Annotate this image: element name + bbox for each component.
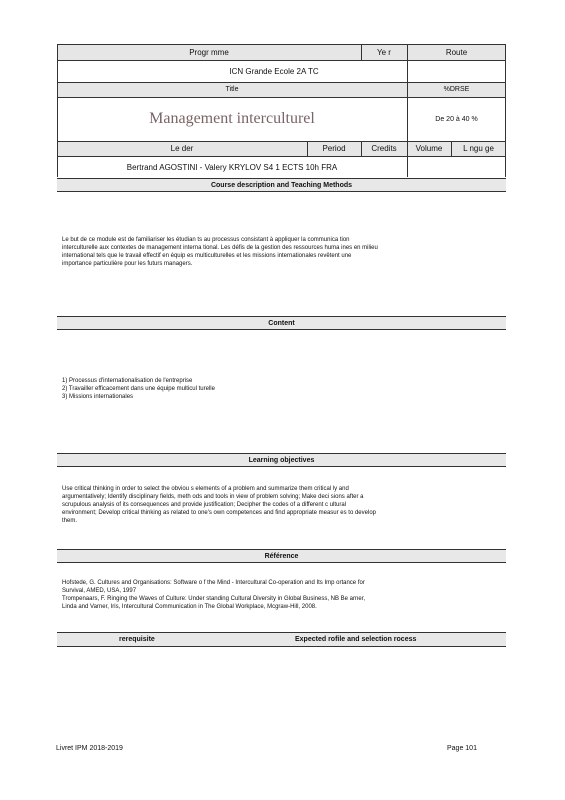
description-line: international tels que le travail effectif en équip es multiculturelles et les missions internationales revêtent une <box>62 253 352 259</box>
footer-left: Livret IPM 2018-2019 <box>56 745 123 752</box>
course-title: Management interculturel <box>149 110 315 127</box>
objectives-line: them. <box>62 518 78 524</box>
percent-value-cell <box>407 97 506 141</box>
leader-label-cell <box>57 141 307 156</box>
table-divider <box>307 141 308 156</box>
reference-paragraph <box>62 579 498 611</box>
objectives-paragraph <box>62 485 498 525</box>
table-border-left <box>57 44 58 177</box>
program-value: ICN Grande Ecole 2A TC <box>229 66 319 76</box>
table-divider <box>451 141 452 156</box>
volume-label-cell <box>407 141 451 156</box>
leader-value: Bertrand AGOSTINI - Valery KRYLOV S4 1 ECTS 10h FRA <box>126 162 338 172</box>
leader-label: Le der <box>170 144 194 153</box>
description-paragraph <box>62 236 498 268</box>
credits-label-cell <box>361 141 407 156</box>
content-item: 1) Processus d'internationalisation de l'entreprise <box>62 378 193 384</box>
description-line: Le but de ce module est de familiariser les étudian ts au processus consistant à appliquer la communica tion <box>62 237 350 243</box>
objectives-line: argumentatively; Identify disciplinary fields, meth ods and tools in view of problem solving; Make deci sions after a <box>62 494 364 500</box>
description-line: interculturelle aux contextes de management interna tional. Les défis de la gestion des ressources huma ines en milieu <box>62 245 378 251</box>
table-divider <box>407 44 408 177</box>
description-heading-text: Course description and Teaching Methods <box>210 181 353 189</box>
objectives-line: environment; Develop critical thinking as related to one's own competences and find appropriate measur es to develop <box>62 510 376 516</box>
percent-label-cell <box>407 82 506 97</box>
route-label-cell <box>407 44 506 60</box>
year-label-cell <box>361 44 407 60</box>
table-rule <box>57 141 506 142</box>
route-label: Route <box>445 47 468 57</box>
percent-value: De 20 à 40 % <box>435 115 478 123</box>
prereq-heading: rerequisite <box>119 636 155 643</box>
content-item: 3) Missions internationales <box>62 394 134 400</box>
language-label-cell <box>451 141 506 156</box>
credits-label: Credits <box>371 144 397 153</box>
course-title-cell <box>57 97 407 141</box>
content-item: 2) Travailler efficacement dans une équipe multicul turelle <box>62 386 215 392</box>
prereq-heading-row <box>57 632 506 647</box>
content-heading-text: Content <box>268 319 295 327</box>
description-line: importance particulière pour les futurs managers. <box>62 261 193 267</box>
table-divider <box>361 141 362 156</box>
period-label-cell <box>307 141 361 156</box>
content-heading <box>57 316 506 330</box>
reference-line: Survival, AMED, USA, 1997 <box>62 588 137 594</box>
objectives-heading-text: Learning objectives <box>248 456 315 464</box>
content-list <box>62 377 498 401</box>
language-label: L ngu ge <box>463 144 494 153</box>
program-value-cell <box>57 60 491 82</box>
reference-heading-text: Référence <box>264 552 299 560</box>
footer-page-number: Page 101 <box>447 745 477 752</box>
reference-heading <box>57 549 506 563</box>
table-rule <box>57 60 506 61</box>
reference-line: Trompenaars, F. Ringing the Waves of Culture: Under standing Cultural Diversity in Global Business, NB Be arner, <box>62 596 366 602</box>
table-rule <box>57 156 506 157</box>
reference-line: Hofstede, G. Cultures and Organisations: Software o f the Mind - Intercultural Co-operation and Its Imp ortance for <box>62 580 365 586</box>
title-label-cell <box>57 82 407 97</box>
description-heading <box>57 178 506 192</box>
year-label: Ye r <box>377 47 391 57</box>
percent-label: %DRSE <box>443 86 470 93</box>
table-rule <box>57 82 506 83</box>
table-rule <box>57 97 506 98</box>
period-label: Period <box>322 144 346 153</box>
program-label-cell <box>57 44 361 60</box>
table-border-right <box>505 44 506 177</box>
table-divider <box>361 44 362 60</box>
objectives-line: Use critical thinking in order to select the obviou s elements of a problem and summarize them critical ly and <box>62 486 349 492</box>
title-label: Title <box>225 86 239 93</box>
leader-value-cell <box>57 156 407 178</box>
program-label: Progr mme <box>189 47 229 57</box>
expected-profile-heading: Expected rofile and selection rocess <box>295 636 417 643</box>
volume-label: Volume <box>415 144 443 153</box>
objectives-line: scrupulous analysis of its consequences and provide justification; Decipher the codes of a different c ultural <box>62 502 347 508</box>
objectives-heading <box>57 453 506 467</box>
reference-line: Linda and Varner, Iris, Intercultural Communication in The Global Workplace, Mcgraw-Hill, 2008. <box>62 604 317 610</box>
table-border-top <box>57 44 506 45</box>
